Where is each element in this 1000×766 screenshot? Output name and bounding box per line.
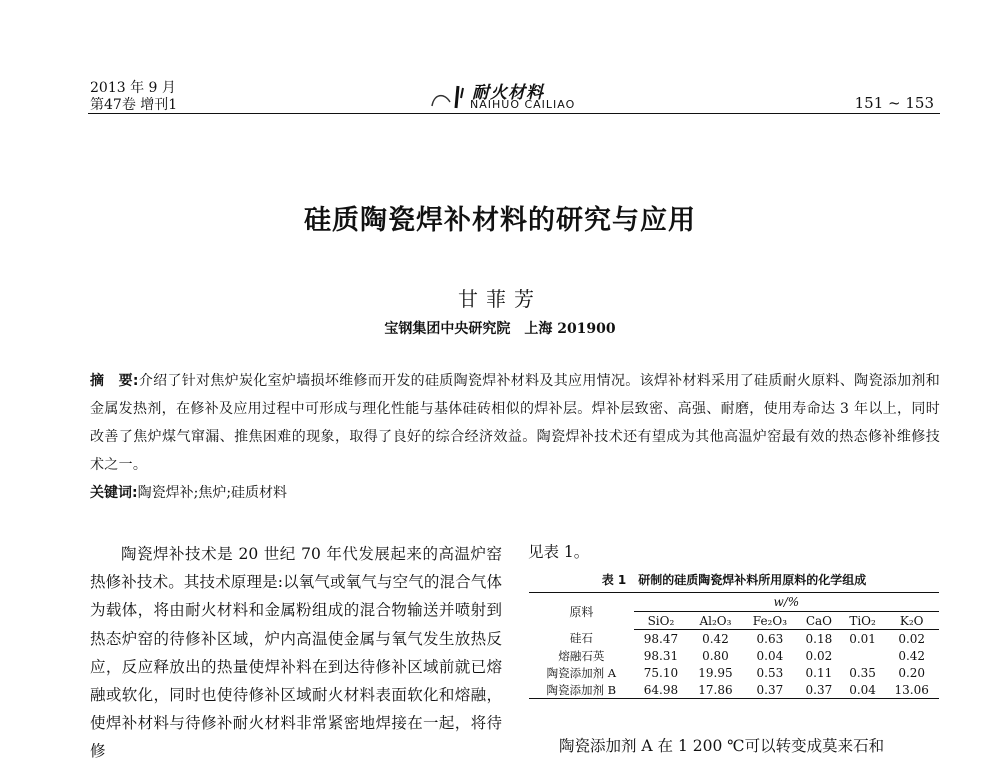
table-cell: 0.02	[898, 631, 926, 646]
journal-issue-info	[90, 80, 177, 114]
body-left-column	[90, 540, 502, 766]
table-cell: 0.53	[756, 665, 784, 680]
table-cell: 0.42	[702, 631, 729, 646]
table-cell: 13.06	[884, 681, 939, 699]
table-unit: w/%	[634, 593, 939, 612]
abstract-label: 摘 要:	[90, 373, 139, 389]
column-header: TiO₂	[841, 612, 885, 630]
journal-logo	[430, 78, 600, 114]
table-cell: 0.18	[805, 631, 833, 646]
body-paragraph-right: 陶瓷添加剂 A 在 1 200 ℃可以转变成莫来石和	[559, 737, 885, 755]
row-material-name: 熔融石英	[558, 648, 605, 663]
row-material-name: 硅石	[569, 631, 593, 646]
author-name: 甘菲芳	[458, 287, 542, 311]
composition-table	[529, 592, 939, 699]
table-reference-text: 见表 1。	[528, 543, 590, 561]
table-cell: 0.35	[849, 665, 876, 680]
author-affiliation: 宝钢集团中央研究院 上海 201900	[384, 321, 616, 337]
table-row	[529, 630, 939, 648]
column-header: CaO	[797, 612, 841, 630]
keywords-label: 关键词:	[90, 485, 138, 501]
table-cell: 0.37	[797, 681, 841, 699]
table-cell: 0.02	[805, 648, 833, 663]
page-range: 151 ~ 153	[854, 94, 934, 112]
table-cell: 75.10	[643, 665, 679, 680]
table-cell: 98.31	[643, 648, 679, 663]
table-row	[529, 647, 939, 664]
column-header: SiO₂	[634, 612, 689, 630]
table-cell: 0.01	[849, 631, 876, 646]
journal-name-cn: 耐火材料	[472, 83, 544, 103]
table-cell	[841, 647, 885, 664]
column-header: Fe₂O₃	[743, 612, 797, 630]
issue-volume: 第47卷 增刊1	[90, 97, 178, 113]
table-cell: 0.04	[841, 681, 885, 699]
column-header: Al₂O₃	[688, 612, 743, 630]
table-row	[529, 681, 939, 699]
table-cell: 0.63	[756, 631, 784, 646]
table-row	[529, 664, 939, 681]
issue-date: 2013 年 9 月	[90, 80, 176, 96]
table-cell: 17.86	[688, 681, 743, 699]
abstract-text: 介绍了针对焦炉炭化室炉墙损坏维修而开发的硅质陶瓷焊补材料及其应用情况。该焊补材料采用了硅质耐火原料、陶瓷添加剂和金属发热剂，在修补及应用过程中可形成与理化性能与基体硅砖相似的焊补层。焊补层致密、高强、耐磨，使用寿命达 3 年以上，同时改善了焦炉煤气窜漏、推焦困难的现象，取得了良好的综合经济效益。陶瓷焊补技术还有望成为其他高温炉窑最有效的热态修补维修技术之一。	[90, 373, 940, 473]
table-cell: 0.37	[743, 681, 797, 699]
row-material-name: 陶瓷添加剂 B	[529, 681, 634, 699]
column-header: K₂O	[884, 612, 939, 630]
table-row-header: 原料	[529, 593, 634, 630]
table-caption: 表 1 研制的硅质陶瓷焊补料所用原料的化学组成	[601, 573, 867, 587]
table-cell: 64.98	[634, 681, 689, 699]
journal-logo-icon	[430, 84, 468, 110]
keywords-text: 陶瓷焊补;焦炉;硅质材料	[137, 485, 288, 501]
table-cell: 0.20	[898, 665, 926, 680]
table-cell: 0.42	[898, 648, 926, 663]
body-paragraph: 陶瓷焊补技术是 20 世纪 70 年代发展起来的高温炉窑热修补技术。其技术原理是:以氧气或氧气与空气的混合气体为载体，将由耐火材料和金属粉组成的混合物输送并喷射到热态炉窑的待修补区域，炉内高温使金属与氧气发生放热反应，反应释放出的热量使焊补料在到达待修补区域前就已熔融或软化，同时也使待修补区域耐火材料表面软化和熔融，使焊补材料与待修补耐火材料非常紧密地焊接在一起，将待修	[90, 545, 502, 761]
keywords	[90, 482, 287, 502]
header-rule	[88, 113, 940, 114]
table-cell: 0.80	[702, 648, 729, 663]
journal-name-en: NAIHUO CAILIAO	[470, 98, 576, 111]
table-cell: 0.11	[805, 665, 833, 680]
table-cell: 19.95	[698, 665, 733, 680]
abstract	[90, 367, 940, 479]
article-title: 硅质陶瓷焊补材料的研究与应用	[304, 205, 696, 236]
table-cell: 98.47	[643, 631, 679, 646]
row-material-name: 陶瓷添加剂 A	[546, 665, 617, 680]
table-cell: 0.04	[756, 648, 784, 663]
